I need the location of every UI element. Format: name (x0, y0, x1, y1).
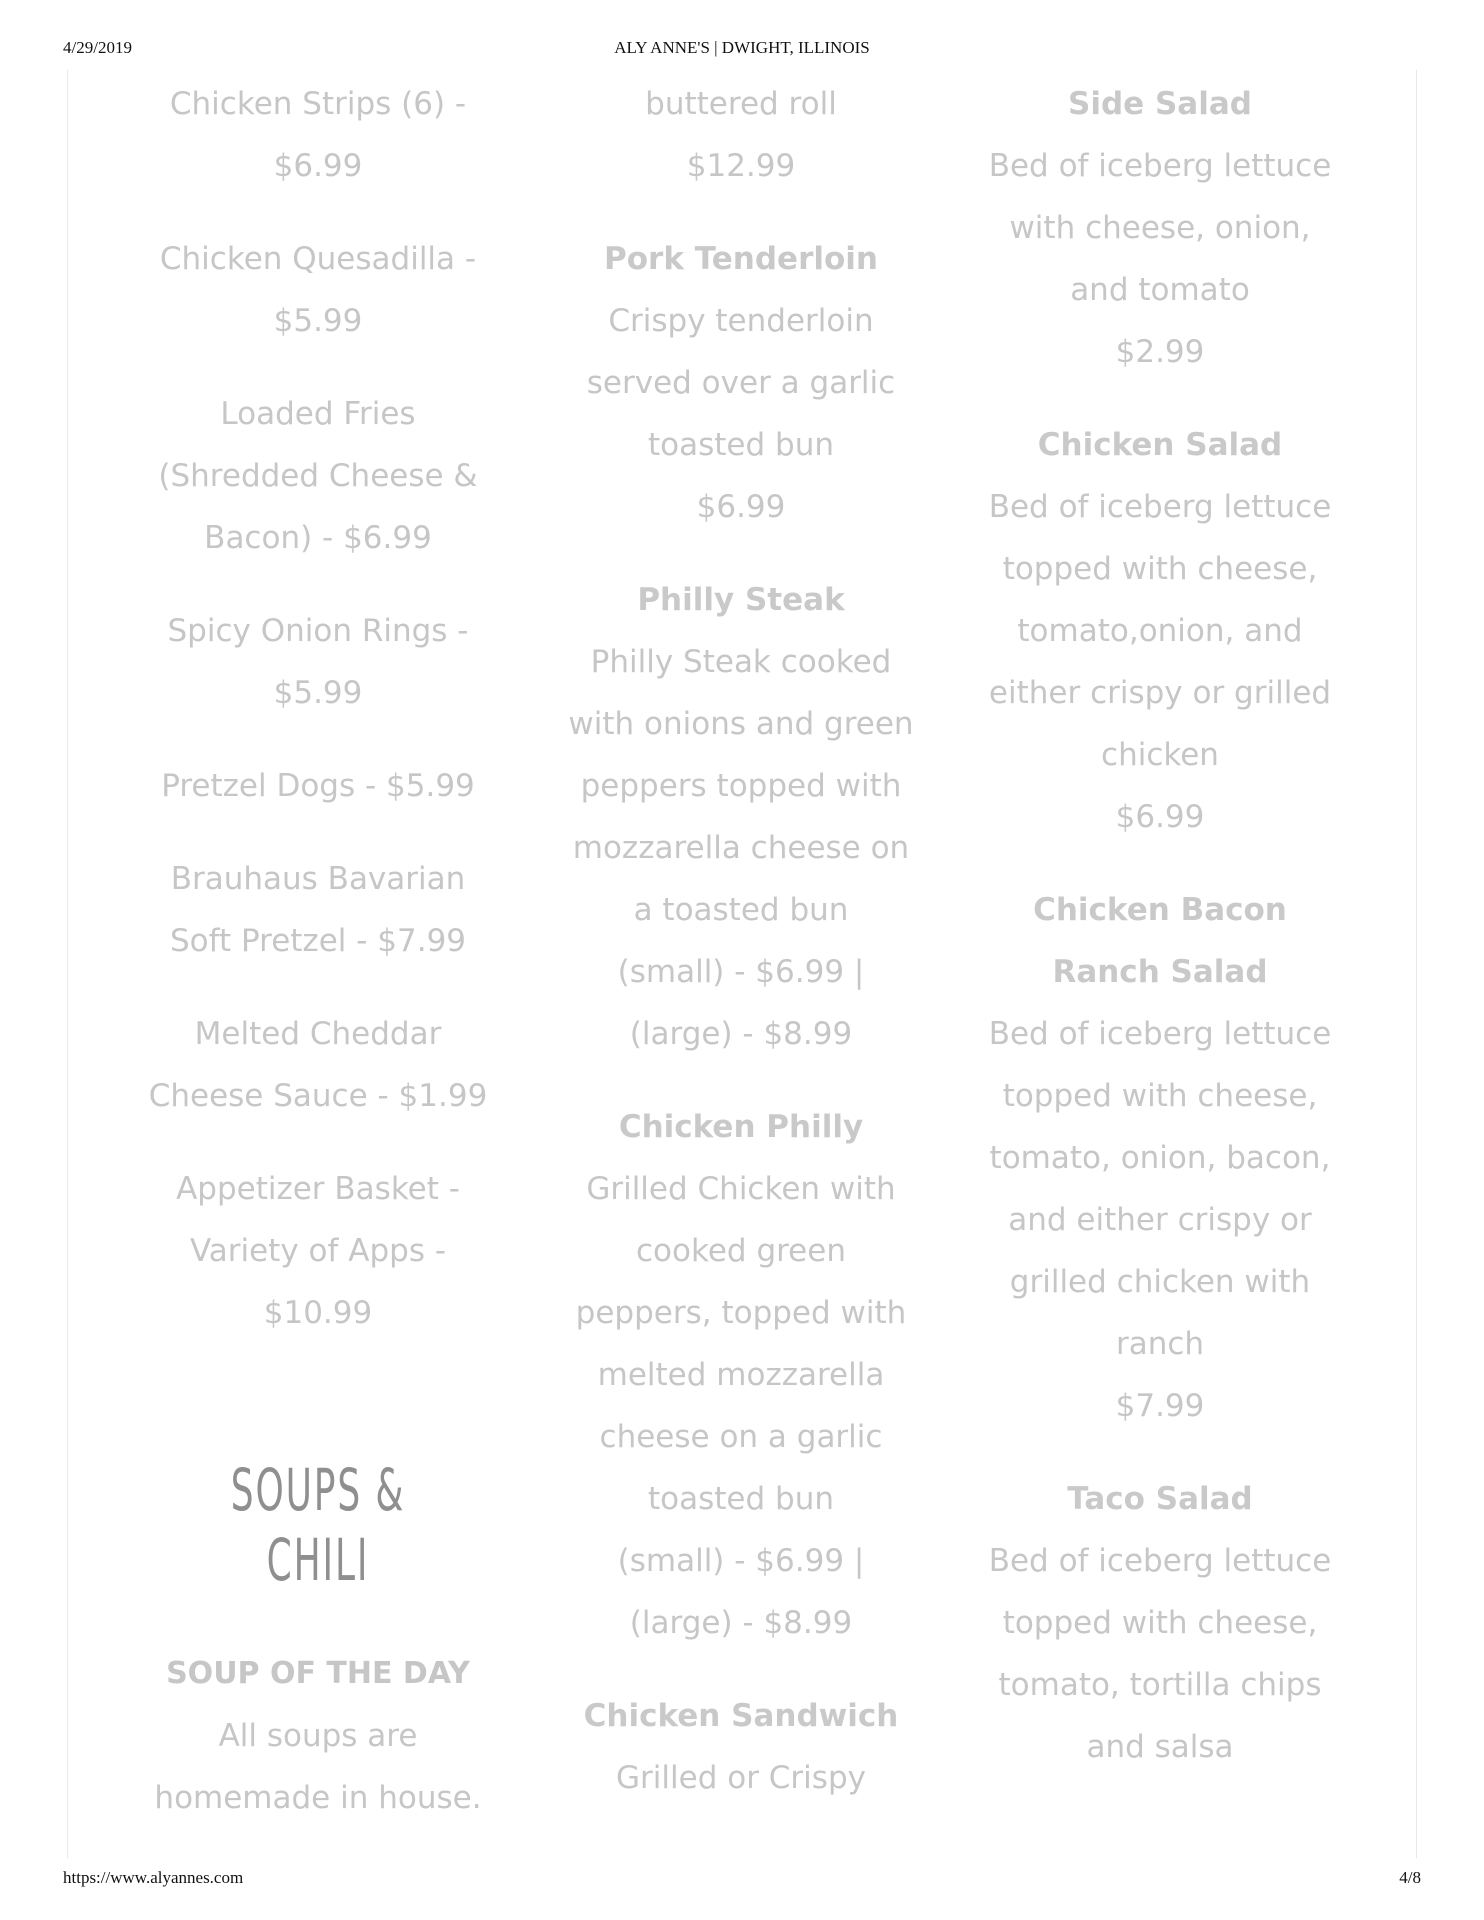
section-spacer (138, 1375, 498, 1455)
menu-item-description: Bed of iceberg lettuce topped with cheese, tomato,onion, and either crispy or grilled chicken $6.99 (988, 489, 1332, 835)
menu-item-description: Grilled Chicken with cooked green peppers, topped with melted mozzarella cheese on a garlic toasted bun (small) - $6.99 | (large) - $8.99 (575, 1171, 907, 1641)
section-heading-soups-chili: SOUPS & CHILI (230, 1456, 406, 1594)
menu-item-chicken-philly (556, 1096, 926, 1654)
print-page-number: 4/8 (1399, 1868, 1421, 1887)
menu-item-title: Taco Salad (1067, 1481, 1253, 1517)
menu-item-title: Chicken Sandwich (583, 1698, 899, 1734)
menu-item-title: Side Salad (1068, 86, 1252, 122)
menu-column-salads (975, 73, 1345, 1809)
menu-item-spicy-onion-rings: Spicy Onion Rings - $5.99 (167, 613, 469, 711)
page-frame-left-border (67, 70, 68, 1858)
menu-item-pork-tenderloin (556, 228, 926, 538)
print-footer (0, 1868, 1484, 1892)
print-date: 4/29/2019 (63, 38, 132, 57)
menu-item-description: Philly Steak cooked with onions and green peppers topped with mozzarella cheese on a toasted bun (small) - $6.99 | (large) - $8.99 (568, 644, 914, 1052)
menu-item-description: Bed of iceberg lettuce topped with cheese, tomato, tortilla chips and salsa (988, 1543, 1332, 1765)
menu-item-continued: buttered roll $12.99 (645, 86, 837, 184)
menu-item-appetizer-basket: Appetizer Basket - Variety of Apps - $10.99 (176, 1171, 460, 1331)
menu-item-description: Crispy tenderloin served over a garlic toasted bun $6.99 (586, 303, 896, 525)
menu-item-soup-of-the-day (138, 1643, 498, 1829)
menu-item-title: SOUP OF THE DAY (166, 1656, 470, 1691)
menu-item-cheddar-sauce: Melted Cheddar Cheese Sauce - $1.99 (148, 1016, 488, 1114)
menu-item-title: Chicken Salad (1037, 427, 1283, 463)
menu-item-taco-salad (975, 1468, 1345, 1778)
menu-item-chicken-quesadilla: Chicken Quesadilla - $5.99 (159, 241, 477, 339)
print-page-title: ALY ANNE'S | DWIGHT, ILLINOIS (614, 38, 870, 57)
menu-item-pretzel-dogs: Pretzel Dogs - $5.99 (161, 768, 475, 804)
menu-item-chicken-salad (975, 414, 1345, 848)
menu-column-appetizers (138, 73, 498, 1860)
menu-item-chicken-strips: Chicken Strips (6) - $6.99 (169, 86, 467, 184)
menu-item-title: Pork Tenderloin (604, 241, 878, 277)
menu-item-loaded-fries: Loaded Fries (Shredded Cheese & Bacon) - $6.99 (158, 396, 478, 556)
menu-item-description: Bed of iceberg lettuce with cheese, onion, and tomato $2.99 (988, 148, 1332, 370)
page-frame-right-border (1416, 70, 1417, 1858)
menu-item-philly-steak (556, 569, 926, 1065)
menu-item-title: Chicken Philly (618, 1109, 864, 1145)
menu-column-sandwiches (556, 73, 926, 1840)
menu-item-chicken-sandwich (556, 1685, 926, 1809)
menu-item-chicken-bacon-ranch-salad (975, 879, 1345, 1437)
menu-item-description: All soups are homemade in house. (154, 1718, 482, 1816)
menu-item-bavarian-pretzel: Brauhaus Bavarian Soft Pretzel - $7.99 (169, 861, 467, 959)
print-header (0, 38, 1484, 62)
print-url: https://www.alyannes.com (63, 1868, 244, 1887)
menu-item-side-salad (975, 73, 1345, 383)
menu-item-title: Philly Steak (637, 582, 845, 618)
menu-item-title: Chicken Bacon Ranch Salad (1033, 892, 1287, 990)
menu-item-description: Bed of iceberg lettuce topped with cheese, tomato, onion, bacon, and either crispy or grilled chicken with ranch $7.99 (988, 1016, 1332, 1424)
menu-item-description: Grilled or Crispy (616, 1760, 866, 1796)
